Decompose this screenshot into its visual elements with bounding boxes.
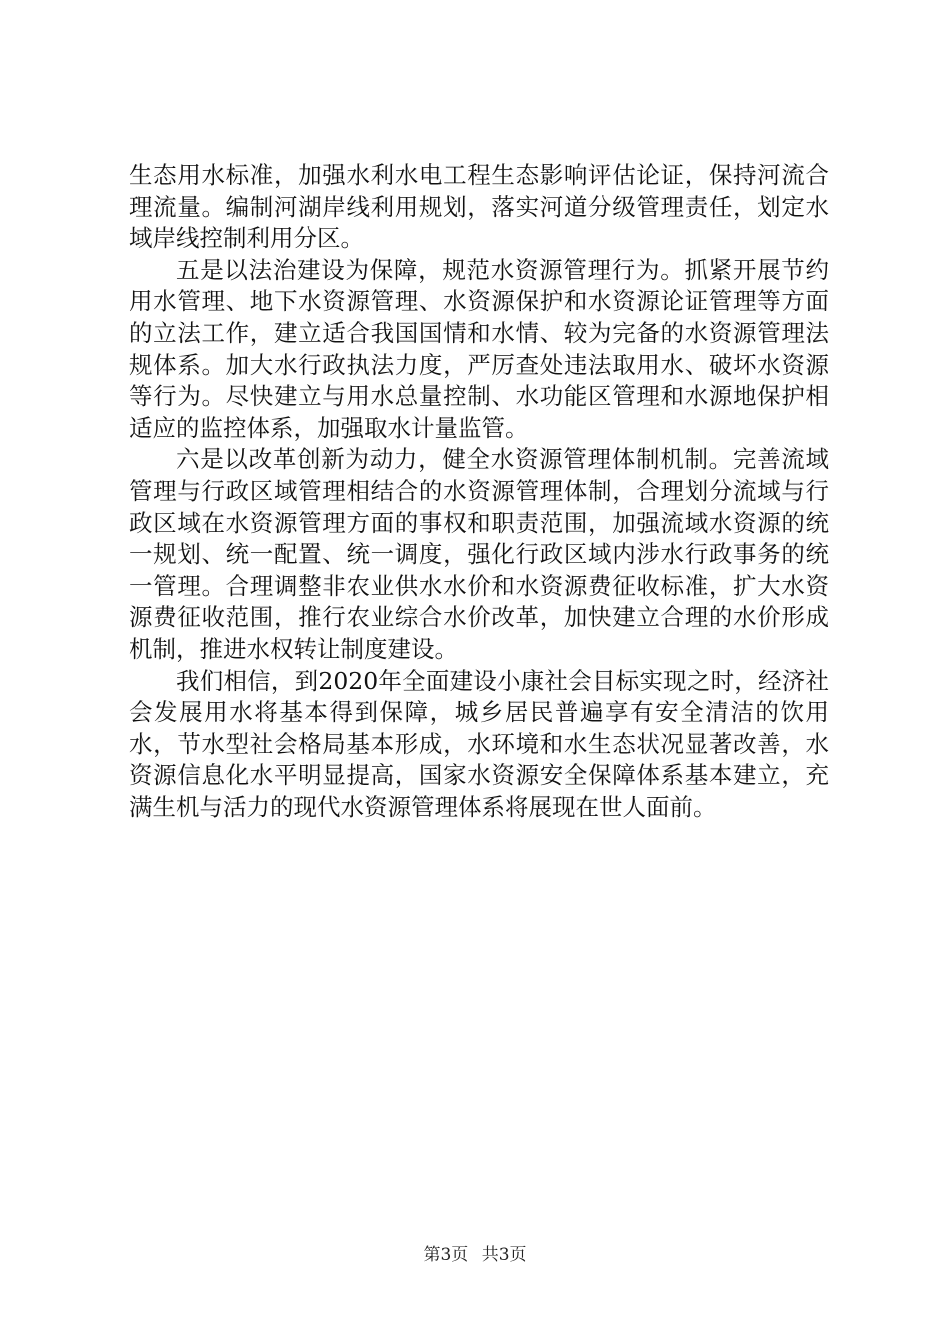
paragraph-rule-of-law: 五是以法治建设为保障，规范水资源管理行为。抓紧开展节约用水管理、地下水资源管理、水资源保护和水资源论证管理等方面的立法工作，建立适合我国国情和水情、较为完备的水资源管理法规体系。加大水行政执法力度，严厉查处违法取用水、破坏水资源等行为。尽快建立与用水总量控制、水功能区管理和水源地保护相适应的监控体系，加强取水计量监管。 — [129, 255, 829, 442]
paragraph-conclusion: 我们相信，到2020年全面建设小康社会目标实现之时，经济社会发展用水将基本得到保障，城乡居民普遍享有安全清洁的饮用水，节水型社会格局基本形成，水环境和水生态状况显著改善，水资源信息化水平明显提高，国家水资源安全保障体系基本建立，充满生机与活力的现代水资源管理体系将展现在世人面前。 — [129, 666, 829, 821]
paragraph-ecology-continuation: 生态用水标准，加强水利水电工程生态影响评估论证，保持河流合理流量。编制河湖岸线利用规划，落实河道分级管理责任，划定水域岸线控制利用分区。 — [129, 161, 829, 253]
page-number: 第3页 — [423, 1245, 469, 1265]
page-footer — [0, 1244, 950, 1266]
paragraph-reform-innovation: 六是以改革创新为动力，健全水资源管理体制机制。完善流域管理与行政区域管理相结合的水资源管理体制，合理划分流域与行政区域在水资源管理方面的事权和职责范围，加强流域水资源的统一规划、统一配置、统一调度，强化行政区域内涉水行政事务的统一管理。合理调整非农业供水水价和水资源费征收标准，扩大水资源费征收范围，推行农业综合水价改革，加快建立合理的水价形成机制，推进水权转让制度建设。 — [129, 445, 829, 663]
document-body — [129, 160, 829, 823]
page-total: 共3页 — [481, 1245, 527, 1265]
